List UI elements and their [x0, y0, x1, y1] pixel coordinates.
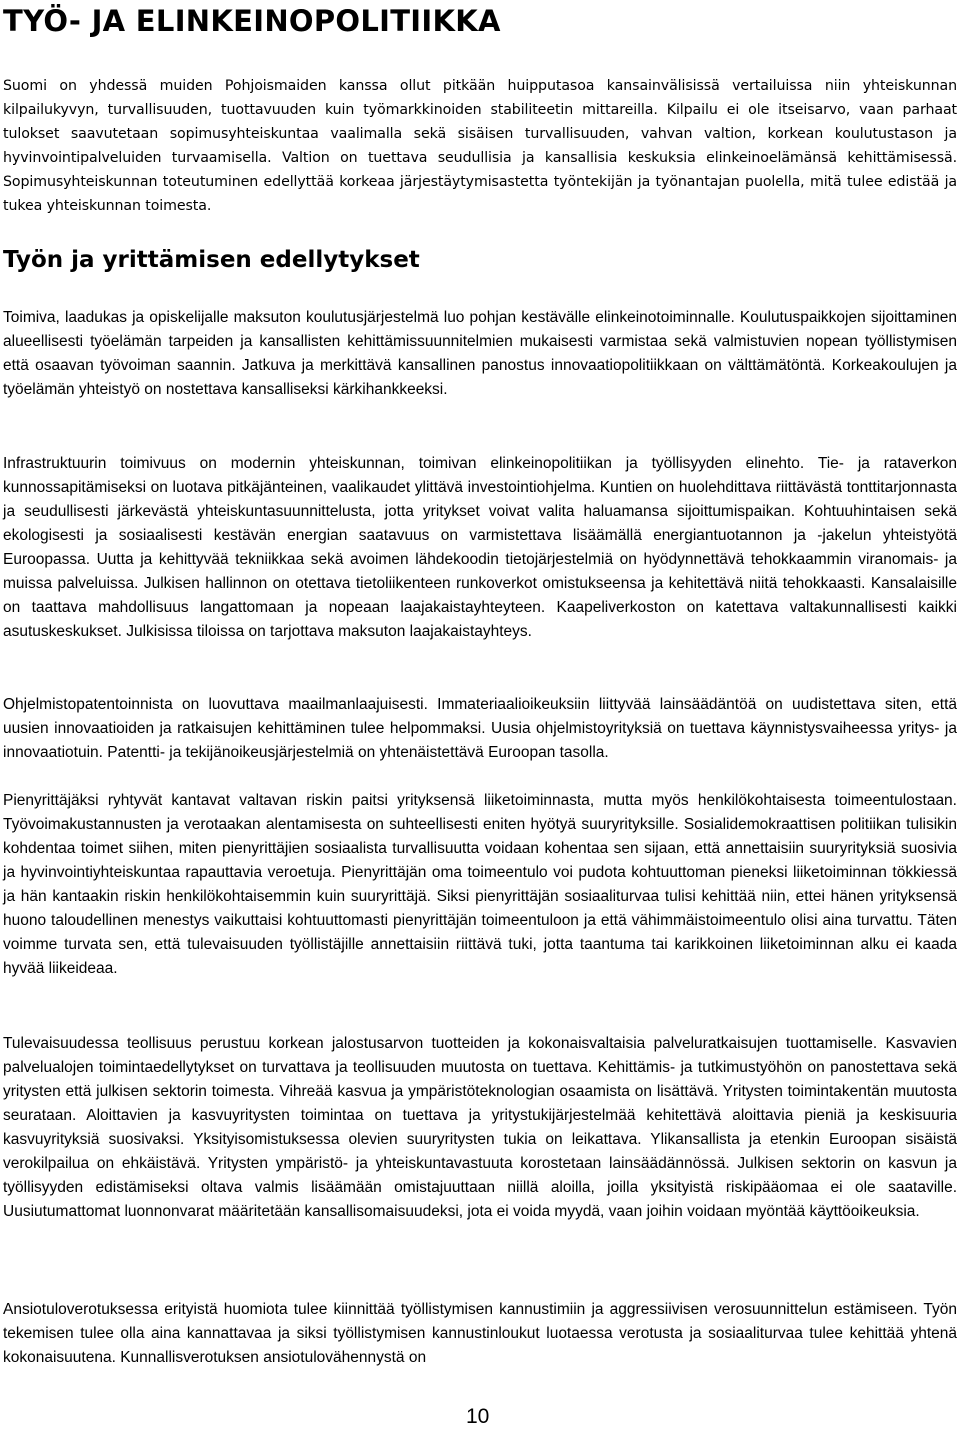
- paragraph-industry: Tulevaisuudessa teollisuus perustuu korkean jalostusarvon tuotteiden ja kokonaisvaltaisia palveluratkaisujen tuottamiselle. Kasvavien palvelualojen toimintaedellytykset on turvattava ja teollisuuden muutosta on tuettava. Kehittämis- ja tutkimustyöhön on panostettava sekä yritysten että julkisen sektorin toimesta. Vihreää kasvua ja ympäristöteknologian osaamista on lisättävä. Yritysten toimintakentän muutosta seurataan. Aloittavien ja kasvuyritysten toimintaa on tuettava ja yritystukijärjestelmää kehitettävä aloittavia pieniä ja keskisuuria kasvuyrityksiä suosivaksi. Yksityisomistuksessa olevien suuryritysten tukia on leikattava. Ylikansallista ja etenkin Euroopan sisäistä verokilpailua on ehkäistävä. Yritysten ympäristö- ja yhteiskuntavastuuta korostetaan lainsäädännössä. Julkisen sektorin on kasvun ja työllisyyden edistämiseksi oltava valmis lisäämään omistajuuttaan niillä aloilla, joilla yksityistä riskipääomaa ei ole saataville. Uusiutumattomat luonnonvarat määritetään kansallisomaisuudeksi, jota ei voida myydä, vaan joihin voidaan myöntää käyttöoikeuksia.: [3, 1035, 957, 1220]
- page-title: TYÖ- JA ELINKEINOPOLITIIKKA: [3, 4, 501, 38]
- paragraph-infrastructure: Infrastruktuurin toimivuus on modernin yhteiskunnan, toimivan elinkeinopolitiikan ja työllisyyden elinehto. Tie- ja rataverkon kunnossapitämiseksi on luotava pitkäjänteinen, vaalikaudet ylittävä investointiohjelma. Kuntien on huolehdittava riittävästä tonttitarjonnasta ja seudullisesti järkevästä yhteiskuntasuunnittelusta, jotta yritykset voivat valita haluamansa sijoittumispaikan. Kohtuuhintaisen sekä ekologisesti ja sosiaalisesti kestävän energian saatavuus on varmistettava lisäämällä energiantuotannon ja -jakelun yhteistyötä Euroopassa. Uutta ja kehittyvää tekniikkaa sekä avoimen lähdekoodin tietojärjestelmiä on hyödynnettävä tehokkaammin viranomais- ja muissa palveluissa. Julkisen hallinnon on otettava tietoliikenteen runkoverkot omistukseensa ja kehitettävä niitä tehokkaasti. Kansalaisille on taattava mahdollisuus langattomaan ja nopeaan laajakaistayhteyteen. Kaapeliverkoston on katettava valtakunnallisesti kaikki asutuskeskukset. Julkisissa tiloissa on tarjottava maksuton laajakaistayhteys.: [3, 455, 957, 640]
- paragraph-small-entrepreneurs: Pienyrittäjäksi ryhtyvät kantavat valtavan riskin paitsi yrityksensä liiketoiminnasta, mutta myös henkilökohtaisesta toimeentulostaan. Työvoimakustannusten ja verotaakan alentamisesta on suhteellisesti eniten hyötyä suuryrityksille. Sosialidemokraattisen politiikan tulisikin kohdentaa toimet siihen, miten pienyrittäjien sosiaalista turvallisuutta voidaan kohentaa sen sijaan, että annettaisiin suuryrityksiä suosivia ja hyvinvointiyhteiskuntaa rapauttavia veroetuja. Pienyrittäjän oma toimeentulo voi pudota kohtuuttoman pieneksi liiketoiminnan tökkiessä ja hän kantaakin riskin henkilökohtaisemmin kuin suuryrittäjä. Siksi pienyrittäjän sosiaaliturvaa tulisi kehittää niin, ettei hänen yrityksensä huono taloudellinen menestys vaikuttaisi kohtuuttomasti pienyrittäjän toimeentuloon ja että vähimmäistoimeentulo olisi aina turvattu. Täten voimme turvata sen, että tulevaisuuden työllistäjille annettaisiin riittävä tuki, jotta taantuma tai karikkoinen liiketoiminnan alku ei kaada hyvää liikeideaa.: [3, 792, 957, 977]
- page-number: 10: [466, 1405, 490, 1428]
- paragraph-education: Toimiva, laadukas ja opiskelijalle maksuton koulutusjärjestelmä luo pohjan kestävälle elinkeinotoiminnalle. Koulutuspaikkojen sijoittaminen alueellisesti työelämän tarpeiden ja kansallisten kehittämissuunnitelmien mukaisesti varmistaa sekä valmistuvien nopean työllistymisen että osaavan työvoiman saannin. Jatkuva ja merkittävä kansallinen panostus innovaatiopolitiikkaan on välttämätöntä. Korkeakoulujen ja työelämän yhteistyö on nostettava kansalliseksi kärkihankkeeksi.: [3, 309, 957, 398]
- paragraph-software-patents: Ohjelmistopatentoinnista on luovuttava maailmanlaajuisesti. Immateriaalioikeuksiin liittyvää lainsäädäntöä on uudistettava siten, että uusien innovaatioiden ja ratkaisujen kehittäminen tulee helpommaksi. Uusia ohjelmistoyrityksiä on tuettava käynnistysvaiheessa yritys- ja innovaatiotuin. Patentti- ja tekijänoikeusjärjestelmiä on yhtenäistettävä Euroopan tasolla.: [3, 696, 957, 761]
- intro-paragraph: Suomi on yhdessä muiden Pohjoismaiden kanssa ollut pitkään huipputasoa kansainvälisissä vertailuissa niin yhteiskunnan kilpailukyvyn, turvallisuuden, tuottavuuden kuin työmarkkinoiden stabiliteetin mittareilla. Kilpailu ei ole itseisarvo, vaan parhaat tulokset saavutetaan sopimusyhteiskuntaa vaalimalla sekä sisäisen turvallisuuden, vahvan valtion, korkean koulutustason ja hyvinvointipalveluiden turvaamisella. Valtion on tuettava seudullisia ja kansallisia keskuksia elinkeinoelämänsä kehittämisessä. Sopimusyhteiskunnan toteutuminen edellyttää korkeaa järjestäytymisastetta työntekijän ja työnantajan puolella, mitä tulee edistää ja tukea yhteiskunnan toimesta.: [3, 78, 957, 214]
- section-heading: Työn ja yrittämisen edellytykset: [3, 247, 420, 273]
- paragraph-taxation: Ansiotuloverotuksessa erityistä huomiota tulee kiinnittää työllistymisen kannustimiin ja aggressiivisen verosuunnittelun estämiseen. Työn tekemisen tulee olla aina kannattavaa ja siksi työllistymisen kannustinloukut luotaessa verotusta ja sosiaaliturvaa tulee kehittää yhtenä kokonaisuutena. Kunnallisverotuksen ansiotulovähennystä on: [3, 1301, 957, 1366]
